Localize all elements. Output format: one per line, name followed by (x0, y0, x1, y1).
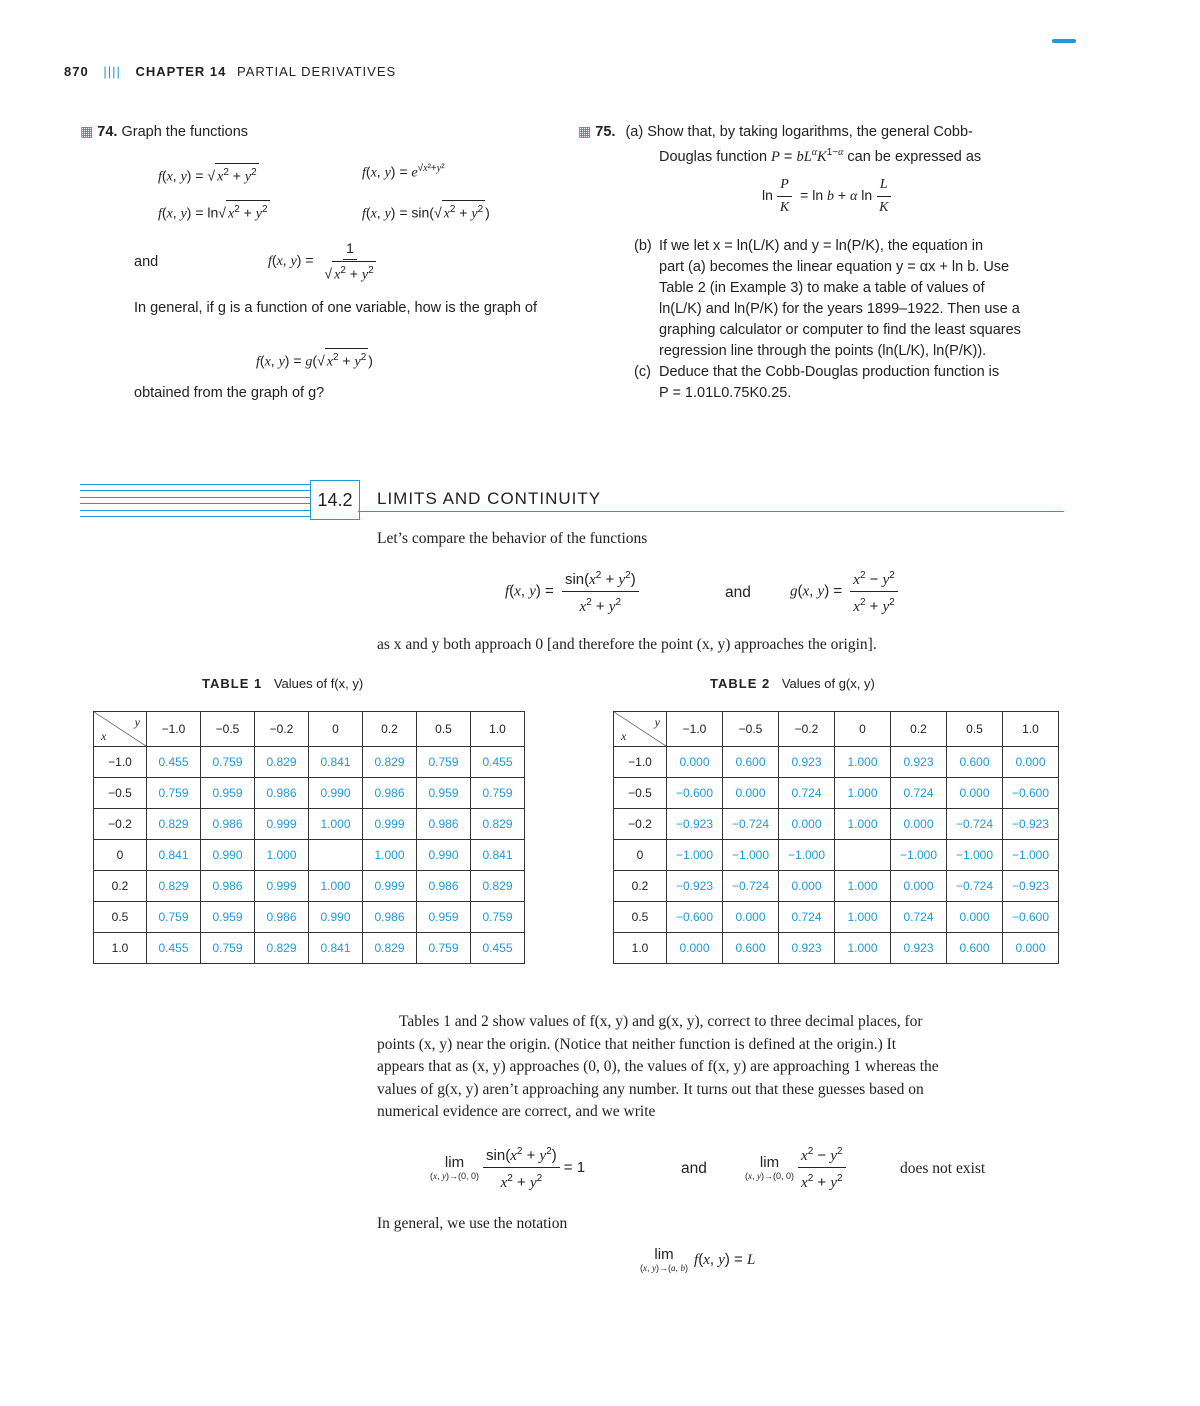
table2-cell (835, 840, 891, 871)
ex74-f1: f(x, y) = √ $x^2 + y^2$ (158, 163, 259, 187)
chapter-label: CHAPTER 14 (135, 64, 227, 79)
table2-cell: −1.000 (779, 840, 835, 871)
table1-cell: 0.986 (363, 902, 417, 933)
table2-cell: 0.600 (947, 747, 1003, 778)
body-paragraph (377, 1011, 1063, 1124)
table1-cell: 0.999 (363, 871, 417, 902)
table2-cell: 0.000 (667, 933, 723, 964)
table1-cell: 0.759 (201, 933, 255, 964)
table2-cell: 1.000 (835, 778, 891, 809)
table2-cell: 1.000 (835, 747, 891, 778)
table1-col-header: −1.0 (147, 712, 201, 747)
table1-cell: 0.455 (147, 933, 201, 964)
table1-cell: 0.986 (417, 871, 471, 902)
table2-cell: −0.600 (1003, 778, 1059, 809)
limit-notation: lim (x, y)→(a, b) f(x, y) = L (640, 1246, 756, 1273)
table1-cell: 0.455 (471, 933, 525, 964)
section-rule (80, 503, 310, 504)
table1-cell: 0.990 (201, 840, 255, 871)
table1-cell: 0.759 (471, 778, 525, 809)
table1-cell: 0.986 (417, 809, 471, 840)
table1-corner (94, 712, 147, 747)
table2-col-header: 0.5 (947, 712, 1003, 747)
table1-cell: 0.829 (147, 871, 201, 902)
limit-f: lim (x, y)→(0, 0) $\frac{\sin(x^2 + y^2)}{x^2 + y^2}$ = 1 (430, 1142, 585, 1193)
table1-cell: 0.999 (255, 809, 309, 840)
corner-y: y (654, 715, 660, 729)
part-b-label: (b) (634, 238, 652, 254)
table1-cell: 0.990 (309, 778, 363, 809)
table1-caption (202, 676, 363, 691)
table2-cell: 0.724 (779, 778, 835, 809)
table1-cell: 0.759 (147, 778, 201, 809)
table1-cell: 0.841 (309, 747, 363, 778)
g-definition: g(x, y) = $\frac{x^2 - y^2}{x^2 + y^2}$ (790, 566, 902, 617)
ex75-log-formula: ln $\frac{P}{K}$ = ln b + α ln $\frac{L}{K}$ (762, 175, 895, 218)
table1-cell (309, 840, 363, 871)
table1-cell: 0.959 (417, 902, 471, 933)
table1-cell: 0.986 (201, 871, 255, 902)
table2-cell: 1.000 (835, 933, 891, 964)
f-definition: f(x, y) = $\frac{\sin(x^2 + y^2)}{x^2 + y^2}$ (505, 566, 643, 617)
table1-col-header: −0.5 (201, 712, 255, 747)
table-row (614, 871, 1059, 902)
table2-cell: 0.000 (1003, 747, 1059, 778)
table2-col-header: −1.0 (667, 712, 723, 747)
table1-col-header: −0.2 (255, 712, 309, 747)
table2-cell: 0.000 (891, 809, 947, 840)
limit-and: and (681, 1160, 707, 1177)
table1-cell: 0.829 (471, 871, 525, 902)
limit-g: lim (x, y)→(0, 0) $\frac{x^2 - y^2}{x^2 + y^2}$ (745, 1142, 850, 1193)
part-b-line: regression line through the points (ln(L/K), ln(P/K)). (659, 343, 987, 359)
exercise-74-number: 74. (97, 124, 118, 140)
table-row (94, 933, 525, 964)
table2-cell: 1.000 (835, 809, 891, 840)
table2-cell: 0.600 (723, 933, 779, 964)
table1-cell: 0.759 (417, 933, 471, 964)
table1-cell: 0.986 (255, 902, 309, 933)
table2-col-header: −0.5 (723, 712, 779, 747)
table2-col-header: 0.2 (891, 712, 947, 747)
table1-cell: 1.000 (363, 840, 417, 871)
part-c-text: Deduce that the Cobb-Douglas production function is (659, 364, 1000, 380)
graphing-calculator-icon: ▦ (80, 123, 94, 139)
table2-row-header: 1.0 (614, 933, 667, 964)
table2-cell: 0.724 (779, 902, 835, 933)
table1-cell: 1.000 (255, 840, 309, 871)
table1-cell: 0.986 (255, 778, 309, 809)
table1-cell: 0.759 (417, 747, 471, 778)
table2-row-header: 0 (614, 840, 667, 871)
table1-col-header: 1.0 (471, 712, 525, 747)
table2-cell: −1.000 (947, 840, 1003, 871)
corner-x: x (621, 729, 627, 743)
table2-cell: 0.000 (723, 902, 779, 933)
ex74-question: In general, if g is a function of one variable, how is the graph of (134, 300, 538, 316)
paragraph-line: values of g(x, y) aren’t approaching any number. It turns out that these guesses based on (377, 1080, 924, 1098)
table2-cell: 0.000 (891, 871, 947, 902)
table2-row-header: 0.5 (614, 902, 667, 933)
table2-cell: 0.000 (1003, 933, 1059, 964)
table2-cell: 0.000 (723, 778, 779, 809)
exercise-74-intro: Graph the functions (121, 124, 249, 140)
table1-cell: 0.759 (147, 902, 201, 933)
table2-col-header: 1.0 (1003, 712, 1059, 747)
corner-y: y (134, 715, 140, 729)
table1-cell: 0.999 (255, 871, 309, 902)
table1-cell: 0.986 (201, 809, 255, 840)
table2-corner (614, 712, 667, 747)
table-row (614, 809, 1059, 840)
part-c-label: (c) (634, 364, 651, 380)
exercise-75 (578, 121, 1068, 143)
table2-cell: 0.724 (891, 778, 947, 809)
body-and: and (725, 584, 751, 601)
table-row (94, 840, 525, 871)
table1-cell: 0.990 (417, 840, 471, 871)
header-bars: |||| (103, 64, 121, 79)
table2-col-header: −0.2 (779, 712, 835, 747)
table2-cell: 1.000 (835, 902, 891, 933)
table1-row-header: −0.5 (94, 778, 147, 809)
table-row (94, 902, 525, 933)
table1-cell: 0.990 (309, 902, 363, 933)
exercise-75-number: 75. (595, 124, 616, 140)
section-rule (80, 516, 310, 517)
table2-row-header: −0.5 (614, 778, 667, 809)
table1-cell: 0.759 (471, 902, 525, 933)
table-row (94, 747, 525, 778)
part-b-line: ln(L/K) and ln(P/K) for the years 1899–1922. Then use a (659, 301, 1020, 317)
ex74-f5: f(x, y) = $\frac{1}{√ x^2 + y^2}$ (268, 240, 374, 283)
table2-label: TABLE 2 (710, 676, 771, 691)
part-b-line: If we let x = ln(L/K) and y = ln(P/K), the equation in (659, 238, 984, 254)
table1-cell: 0.959 (201, 778, 255, 809)
table2-cell: −1.000 (891, 840, 947, 871)
table-row (614, 778, 1059, 809)
part-c-formula: P = 1.01L0.75K0.25. (659, 385, 792, 401)
table1-cell: 0.455 (471, 747, 525, 778)
table1-row-header: 0 (94, 840, 147, 871)
table2-col-header: 0 (835, 712, 891, 747)
table1-cell: 0.455 (147, 747, 201, 778)
table1-cell: 0.829 (147, 809, 201, 840)
table1-col-header: 0 (309, 712, 363, 747)
table-row (614, 840, 1059, 871)
section-title-rule (358, 511, 1064, 512)
part-b-line: part (a) becomes the linear equation y = αx + ln b. Use (659, 259, 1010, 275)
exercise-74 (80, 121, 550, 143)
table-row (614, 747, 1059, 778)
body-intro: Let’s compare the behavior of the functions (377, 530, 648, 547)
table2-caption-text: Values of g(x, y) (781, 676, 875, 691)
table1-cell: 0.759 (201, 747, 255, 778)
part-b-line: Table 2 (in Example 3) to make a table of values of (659, 280, 985, 296)
part-b-line: graphing calculator or computer to find the least squares (659, 322, 1021, 338)
table2-row-header: 0.2 (614, 871, 667, 902)
table-row (94, 778, 525, 809)
table1-row-header: 1.0 (94, 933, 147, 964)
table1-cell: 0.829 (471, 809, 525, 840)
table2-cell: 0.600 (723, 747, 779, 778)
corner-tab (1052, 39, 1076, 43)
chapter-title: PARTIAL DERIVATIVES (237, 64, 397, 79)
table2-cell: 0.000 (947, 778, 1003, 809)
table2-row-header: −0.2 (614, 809, 667, 840)
table2-cell: 0.923 (779, 933, 835, 964)
table2-cell: −0.600 (667, 778, 723, 809)
table2-cell: −0.600 (667, 902, 723, 933)
table2-caption (710, 676, 875, 691)
table2-cell: −0.600 (1003, 902, 1059, 933)
table2-cell: 0.923 (891, 747, 947, 778)
table2-cell: −0.724 (723, 809, 779, 840)
table2 (613, 711, 1059, 964)
ex74-f6: f(x, y) = g(√ $x^2 + y^2$ ) (256, 348, 373, 372)
ex74-f4: f(x, y) = sin(√ $x^2 + y^2$ ) (362, 200, 490, 224)
table2-cell: −0.724 (723, 871, 779, 902)
table2-cell: 0.600 (947, 933, 1003, 964)
paragraph-line: appears that as (x, y) approaches (0, 0), the values of f(x, y) are approaching 1 whereas the (377, 1058, 939, 1075)
table2-cell: −1.000 (1003, 840, 1059, 871)
table1-cell: 0.841 (309, 933, 363, 964)
table1-row-header: 0.5 (94, 902, 147, 933)
table2-cell: 0.000 (779, 871, 835, 902)
section-rule (80, 510, 310, 511)
table1-row-header: −0.2 (94, 809, 147, 840)
table2-cell: −1.000 (667, 840, 723, 871)
part-a-text2: Douglas function (659, 148, 768, 165)
table1-cell: 0.959 (201, 902, 255, 933)
notation-line: In general, we use the notation (377, 1215, 568, 1232)
table2-cell: −0.923 (667, 809, 723, 840)
table1-cell: 0.829 (363, 933, 417, 964)
table2-cell: 1.000 (835, 871, 891, 902)
ex74-and: and (134, 254, 159, 270)
table-row (614, 902, 1059, 933)
table1-caption-text: Values of f(x, y) (273, 676, 364, 691)
graphing-calculator-icon: ▦ (578, 123, 592, 139)
table2-cell: 0.724 (891, 902, 947, 933)
table1-cell: 1.000 (309, 809, 363, 840)
paragraph-line: Tables 1 and 2 show values of f(x, y) and g(x, y), correct to three decimal places, for (399, 1013, 923, 1030)
table1-label: TABLE 1 (202, 676, 263, 691)
table2-cell: −0.724 (947, 871, 1003, 902)
table1-cell: 0.986 (363, 778, 417, 809)
section-rule (80, 490, 310, 491)
table2-cell: −0.724 (947, 809, 1003, 840)
table-row (94, 871, 525, 902)
table1-col-header: 0.5 (417, 712, 471, 747)
running-header (64, 64, 396, 79)
part-b-text (659, 236, 1069, 362)
table1-cell: 0.959 (417, 778, 471, 809)
approach-line: as x and y both approach 0 [and therefore the point (x, y) approaches the origin]. (377, 636, 877, 653)
table1-cell: 0.829 (255, 933, 309, 964)
paragraph-line: numerical evidence are correct, and we write (377, 1103, 656, 1120)
table2-cell: −0.923 (667, 871, 723, 902)
ex74-f3: f(x, y) = ln√ $x^2 + y^2$ (158, 200, 270, 224)
section-title: LIMITS AND CONTINUITY (377, 489, 602, 508)
table2-cell: −0.923 (1003, 809, 1059, 840)
table2-cell: 0.000 (667, 747, 723, 778)
part-a-text1: Show that, by taking logarithms, the general Cobb- (647, 124, 973, 140)
section-number: 14.2 (317, 489, 353, 510)
table2-cell: −0.923 (1003, 871, 1059, 902)
table2-cell: 0.923 (891, 933, 947, 964)
corner-x: x (101, 729, 107, 743)
section-number-box (310, 480, 360, 520)
table1 (93, 711, 525, 964)
table-row (614, 933, 1059, 964)
section-rule (80, 484, 310, 485)
table1-cell: 0.829 (363, 747, 417, 778)
table-row (94, 809, 525, 840)
table2-row-header: −1.0 (614, 747, 667, 778)
part-a-text3: can be expressed as (847, 148, 982, 165)
table1-cell: 0.841 (471, 840, 525, 871)
table1-row-header: −1.0 (94, 747, 147, 778)
page-number: 870 (64, 64, 89, 79)
part-a-label: (a) (625, 124, 644, 140)
ex74-f2: f(x, $y) = e^{√x^2+y^2}$ (362, 163, 445, 181)
table2-cell: 0.000 (779, 809, 835, 840)
table1-cell: 0.841 (147, 840, 201, 871)
ex74-closing: obtained from the graph of g? (134, 385, 325, 401)
part-a-line2: Douglas function $P = bL^\alpha K^{1-\alpha}$ can be expressed as (659, 147, 982, 165)
table2-cell: 0.923 (779, 747, 835, 778)
table1-row-header: 0.2 (94, 871, 147, 902)
table1-col-header: 0.2 (363, 712, 417, 747)
table1-cell: 0.829 (255, 747, 309, 778)
paragraph-line: points (x, y) near the origin. (Notice that neither function is defined at the origin.) It (377, 1035, 897, 1053)
section-rule (80, 497, 310, 498)
table1-cell: 1.000 (309, 871, 363, 902)
does-not-exist: does not exist (900, 1160, 986, 1177)
table2-cell: 0.000 (947, 902, 1003, 933)
table1-cell: 0.999 (363, 809, 417, 840)
table2-cell: −1.000 (723, 840, 779, 871)
